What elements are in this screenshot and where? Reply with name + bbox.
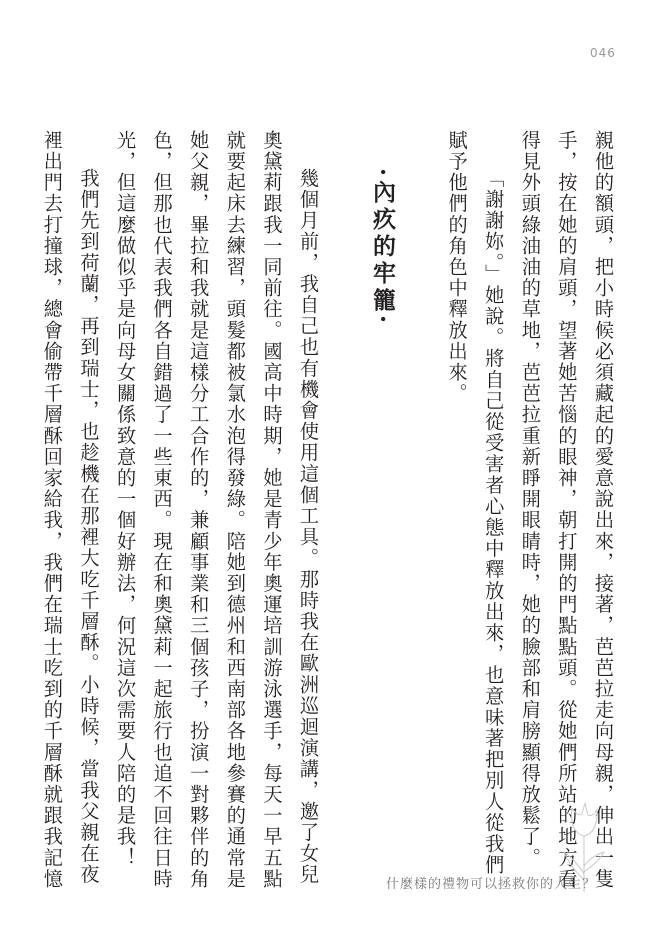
paragraph-line: 親他的額頭，把小時候必須藏起的愛意說出來，接著，芭芭拉走向母親，伸出一隻 <box>592 130 615 890</box>
paragraph-line: 賦予他們的角色中釋放出來。 <box>445 130 469 405</box>
running-footer: 什麼樣的禮物可以拯救你的人生？ <box>386 877 597 892</box>
paragraph-line: 就要起床去練習，頭髮都被氯水泡得發綠。陪她到德州和西南部各地參賽的通常是 <box>223 130 247 890</box>
section-heading: ·內疚的牢籠· <box>369 168 397 328</box>
paragraph-line: 手，按在她的肩頭，望著她苦惱的眼神，朝打開的門點點頭。從她們所站的地方看 <box>555 130 579 890</box>
paragraph-line: 「謝謝妳。」她說。將自己從受害者心態中釋放出來，也意味著把別人從我們 <box>482 168 506 877</box>
page-number: 046 <box>590 46 616 60</box>
paragraph-line: 得見外頭綠油油的草地，芭芭拉重新睜開眼睛時，她的臉部和肩膀顯得放鬆了。 <box>518 130 542 869</box>
paragraph-line: 裡出門去打撞球，總會偷帶千層酥回家給我，我們在瑞士吃到的千層酥就跟我記憶 <box>40 130 64 890</box>
paragraph-line: 奧黛莉跟我一同前往。國高中時期，她是青少年奧運培訓游泳選手，每天一早五點 <box>260 130 284 890</box>
paragraph-line: 我們先到荷蘭，再到瑞士，也趁機在那裡大吃千層酥。小時候，當我父親在夜 <box>77 168 101 886</box>
paragraph-line: 光，但這麼做似乎是向母女關係致意的一個好辦法，何況這次需要人陪的是我！ <box>114 130 138 869</box>
paragraph-line: 色，但那也代表我們各自錯過了一些東西。現在和奧黛莉一起旅行也追不回往日時 <box>150 130 174 890</box>
paragraph-line: 幾個月前，我自己也有機會使用這個工具。那時我在歐洲巡迴演講，邀了女兒 <box>297 168 321 886</box>
paragraph-line: 她父親，畢拉和我就是這樣分工合作的，兼顧事業和三個孩子，扮演一對夥伴的角 <box>187 130 211 890</box>
